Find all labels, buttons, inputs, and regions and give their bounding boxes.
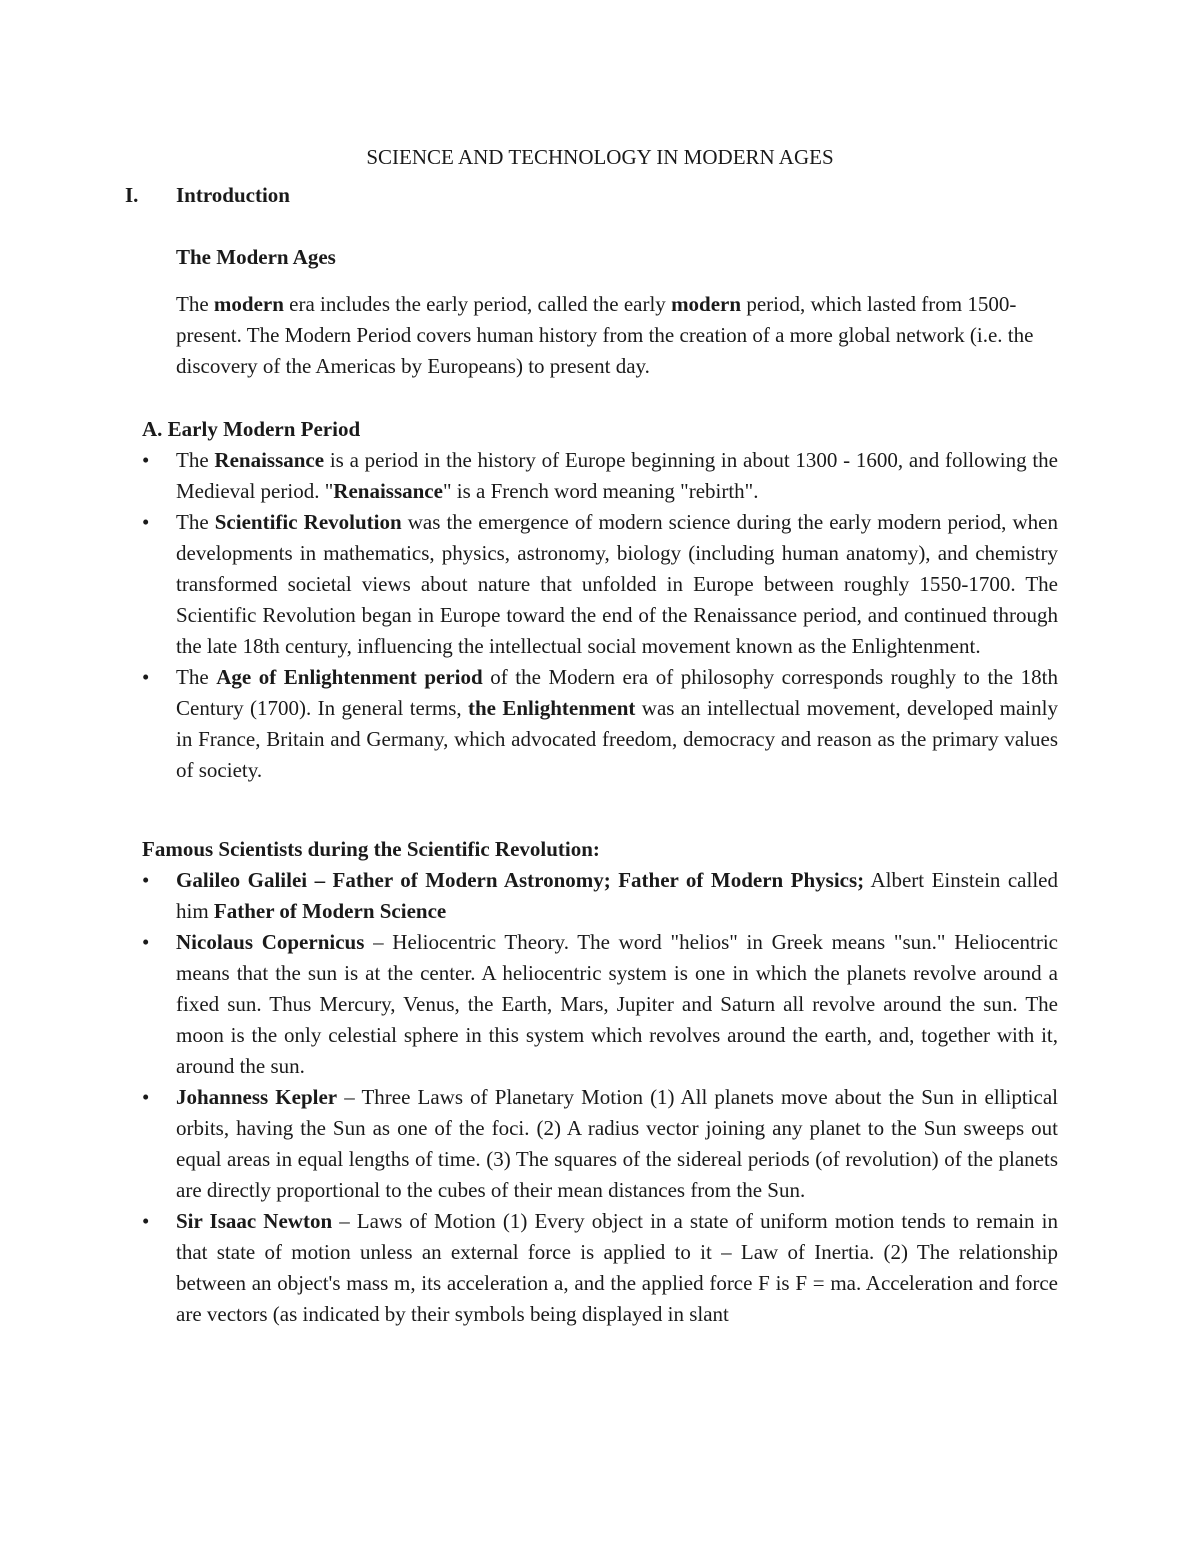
item-text: The <box>176 665 217 689</box>
bullet-icon: • <box>142 1085 150 1109</box>
item-bold: Renaissance <box>333 479 443 503</box>
bullet-icon: • <box>142 930 150 954</box>
list-item-enlightenment <box>142 662 1058 786</box>
list-item-kepler <box>142 1082 1058 1206</box>
famous-scientists-list <box>142 865 1058 1330</box>
item-bold: Nicolaus Copernicus <box>176 930 365 954</box>
item-text: is a period in the history of Europe beginning in about 1300 - 1600, and following the Medieval period. " <box>176 448 1059 503</box>
list-item-scientific-revolution <box>142 507 1058 662</box>
document-title: SCIENCE AND TECHNOLOGY IN MODERN AGES <box>366 145 834 169</box>
item-bold: Johanness Kepler <box>176 1085 338 1109</box>
intro-paragraph <box>176 289 1058 382</box>
item-bold: Sir Isaac Newton <box>176 1209 333 1233</box>
intro-text: period, which lasted from 1500- present. The Modern Period covers human history from the creation of a more global network (i.e. the discovery of the Americas by Europeans) to present day. <box>176 292 1034 378</box>
list-item-renaissance <box>142 445 1058 507</box>
intro-bold: modern <box>671 292 742 316</box>
famous-scientists-heading: Famous Scientists during the Scientific Revolution: <box>142 837 600 861</box>
item-text: of the Modern era of philosophy corresponds roughly to the 18th Century (1700). In general terms, <box>176 665 1058 720</box>
item-text: – Three Laws of Planetary Motion (1) All planets move about the Sun in elliptical orbits, having the Sun as one of the foci. (2) A radius vector joining any planet to the Sun sweeps out equal areas in equal lengths of time. (3) The squares of the sidereal periods (of revolution) of the planets are directly proportional to the cubes of their mean distances from the Sun. <box>176 1085 1058 1202</box>
early-modern-heading: A. Early Modern Period <box>142 417 361 441</box>
item-text: The <box>176 448 215 472</box>
item-bold: Age of Enlightenment period <box>216 665 483 689</box>
bullet-icon: • <box>142 868 150 892</box>
intro-text: era includes the early period, called the early <box>283 292 672 316</box>
bullet-icon: • <box>142 510 150 534</box>
section-title: Introduction <box>176 183 290 207</box>
list-item-galileo <box>142 865 1058 927</box>
item-bold: Father of Modern Science <box>213 899 447 923</box>
item-bold: Galileo Galilei – Father of Modern Astronomy; Father of Modern Physics; <box>176 868 865 892</box>
item-bold: the Enlightenment <box>468 696 636 720</box>
intro-text: The <box>176 292 214 316</box>
item-text: Albert Einstein called him <box>176 868 1058 923</box>
item-text: – Heliocentric Theory. The word "helios" in Greek means "sun." Heliocentric means that the sun is at the center. A heliocentric system is one in which the planets revolve around a fixed sun. Thus Mercury, Venus, the Earth, Mars, Jupiter and Saturn all revolve around the sun. The moon is the only celestial sphere in this system which revolves around the earth, and, together with it, around the sun. <box>176 930 1058 1078</box>
list-item-newton <box>142 1206 1058 1330</box>
item-bold: Scientific Revolution <box>214 510 402 534</box>
modern-ages-heading: The Modern Ages <box>176 245 336 269</box>
list-item-copernicus <box>142 927 1058 1082</box>
bullet-icon: • <box>142 665 150 689</box>
item-text: was the emergence of modern science during the early modern period, when developments in mathematics, physics, astronomy, biology (including human anatomy), and chemistry transformed societal views about nature that unfolded in Europe between roughly 1550-1700. The Scientific Revolution began in Europe toward the end of the Renaissance period, and continued through the late 18th century, influencing the intellectual social movement known as the Enlightenment. <box>176 510 1058 658</box>
item-text: The <box>176 510 215 534</box>
bullet-icon: • <box>142 448 150 472</box>
section-number: I. <box>125 183 139 207</box>
item-text: – Laws of Motion (1) Every object in a state of uniform motion tends to remain in that state of motion unless an external force is applied to it – Law of Inertia. (2) The relationship between an object's mass m, its acceleration a, and the applied force F is F = ma. Acceleration and force are vectors (as indicated by their symbols being displayed in slant <box>176 1209 1058 1326</box>
item-bold: Renaissance <box>214 448 325 472</box>
item-text: was an intellectual movement, developed mainly in France, Britain and Germany, which advocated freedom, democracy and reason as the primary values of society. <box>176 696 1058 782</box>
intro-bold: modern <box>213 292 284 316</box>
bullet-icon: • <box>142 1209 150 1233</box>
early-modern-list <box>142 445 1058 786</box>
item-text: " is a French word meaning "rebirth". <box>442 479 759 503</box>
